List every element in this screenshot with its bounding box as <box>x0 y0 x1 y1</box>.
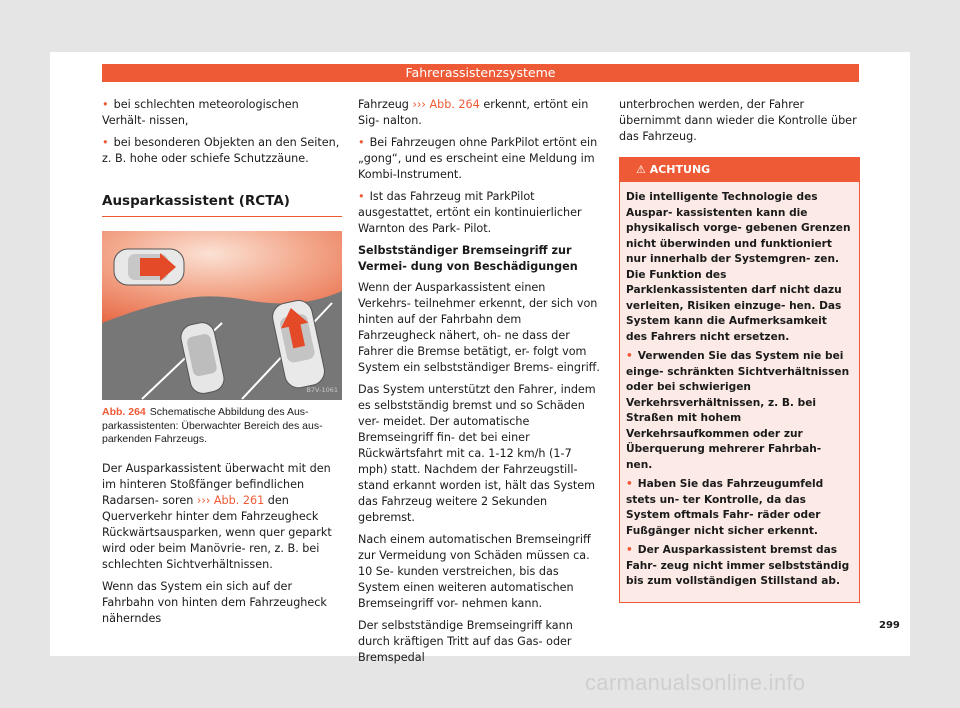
paragraph <box>102 461 342 573</box>
warning-list-item: • Verwenden Sie das System nie bei einge- schränkten Sichtverhältnissen oder bei schwierigen Verkehrsverhältnissen, z. B. bei Straßen mit hohem Verkehrsaufkommen oder zur Überquerung mehrerer Fahrbah- nen. <box>626 349 851 473</box>
column-2 <box>358 97 600 672</box>
paragraph: Wenn der Ausparkassistent einen Verkehrs- teilnehmer erkennt, der sich von hinten auf der Fahrbahn dem Fahrzeugheck nähert, oh- ne dass der Fahrer die Bremse betätigt, er- folgt vom System ein selbstständiger Brems- eingriff. <box>358 281 600 374</box>
column-1 <box>102 97 342 633</box>
caption-text: Schematische Abbildung des Aus- parkassistenten: Überwachter Bereich des aus- parkenden Fahrzeugs. <box>102 406 323 445</box>
rcta-figure <box>102 231 342 400</box>
list-item: • bei schlechten meteorologischen Verhält- nissen, <box>102 97 342 129</box>
subheading: Selbstständiger Bremseingriff zur Vermei- dung von Beschädigungen <box>358 244 578 273</box>
list-item: • Ist das Fahrzeug mit ParkPilot ausgestattet, ertönt ein kontinuierlicher Warnton des Park- Pilot. <box>358 189 600 237</box>
header-title: Fahrerassistenzsysteme <box>405 65 556 80</box>
warning-body <box>620 182 859 602</box>
caption-label: Abb. 264 <box>102 406 146 418</box>
text-run: den Querverkehr hinter dem Fahrzeugheck Rückwärtsausparken, wenn quer geparkt wird oder beim Manövrie- ren, z. B. bei schlechten Sichtverhältnissen. <box>102 493 332 571</box>
column-3 <box>619 97 860 603</box>
figure-code: B7V-1061 <box>306 386 338 394</box>
paragraph <box>358 97 600 129</box>
paragraph: unterbrochen werden, der Fahrer übernimmt dann wieder die Kontrolle über das Fahrzeug. <box>619 98 857 143</box>
paragraph: Nach einem automatischen Bremseingriff zur Vermeidung von Schäden müssen ca. 10 Se- kunden verstreichen, bis das System einen weiteren automatischen Bremseingriff vor- nehmen kann. <box>358 533 591 610</box>
figure-caption <box>102 406 342 447</box>
warning-list-item: • Haben Sie das Fahrzeugumfeld stets un- ter Kontrolle, da das System oftmals Fahr- räder oder Fußgänger nicht sicher erkennt. <box>626 477 851 539</box>
text-run: Fahrzeug <box>358 98 413 111</box>
rcta-illustration <box>102 231 342 400</box>
crossing-car-icon <box>114 249 184 285</box>
warning-list-item: • Der Ausparkassistent bremst das Fahr- zeug nicht immer selbstständig bis zum vollständigen Stillstand ab. <box>626 543 851 590</box>
paragraph: Das System unterstützt den Fahrer, indem es selbstständig bremst und so Schäden ver- meidet. Der automatische Bremseingriff fin- det bei einer Rückwärtsfahrt mit ca. 1-12 km/h (1-7 mph) statt. Nachdem der Fahrzeugstill- stand erkannt worden ist, hält das System das Fahrzeug weitere 2 Sekunden gebremst. <box>358 383 596 524</box>
list-item: • bei besonderen Objekten an den Seiten, z. B. hohe oder schiefe Schutzzäune. <box>102 135 342 167</box>
text-run: Der Ausparkassistent überwacht mit den im hinteren Stoßfänger befindlichen Radarsen- soren <box>102 461 331 507</box>
warning-icon: ⚠ <box>636 163 646 176</box>
text-run: erkennt, ertönt ein Sig- nalton. <box>358 98 589 127</box>
figure-link[interactable]: ››› Abb. 264 <box>412 98 480 111</box>
section-title: Ausparkassistent (RCTA) <box>102 193 342 217</box>
warning-header <box>620 158 859 182</box>
page-header <box>102 64 859 82</box>
list-item: • Bei Fahrzeugen ohne ParkPilot ertönt ein „gong“, und es erscheint eine Meldung im Kombi-Instrument. <box>358 135 600 183</box>
page-number: 299 <box>879 620 900 631</box>
warning-paragraph: Die intelligente Technologie des Auspar- kassistenten kann die physikalisch vorge- gebenen Grenzen nicht überwinden und funktioniert nur innerhalb der Systemgren- zen. Die Funktion des Parklenkassistenten darf nicht dazu verleiten, Risiken einzuge- hen. Das System kann die Aufmerksamkeit des Fahrers nicht ersetzen. <box>626 191 851 343</box>
warning-box <box>619 157 860 603</box>
warning-title: ACHTUNG <box>649 163 711 176</box>
paragraph: Wenn das System ein sich auf der Fahrbahn von hinten dem Fahrzeugheck näherndes <box>102 579 327 625</box>
watermark: carmanualsonline.info <box>585 670 806 695</box>
paragraph: Der selbstständige Bremseingriff kann durch kräftigen Tritt auf das Gas- oder Bremspedal <box>358 619 573 664</box>
figure-link[interactable]: ››› Abb. 261 <box>196 493 265 507</box>
